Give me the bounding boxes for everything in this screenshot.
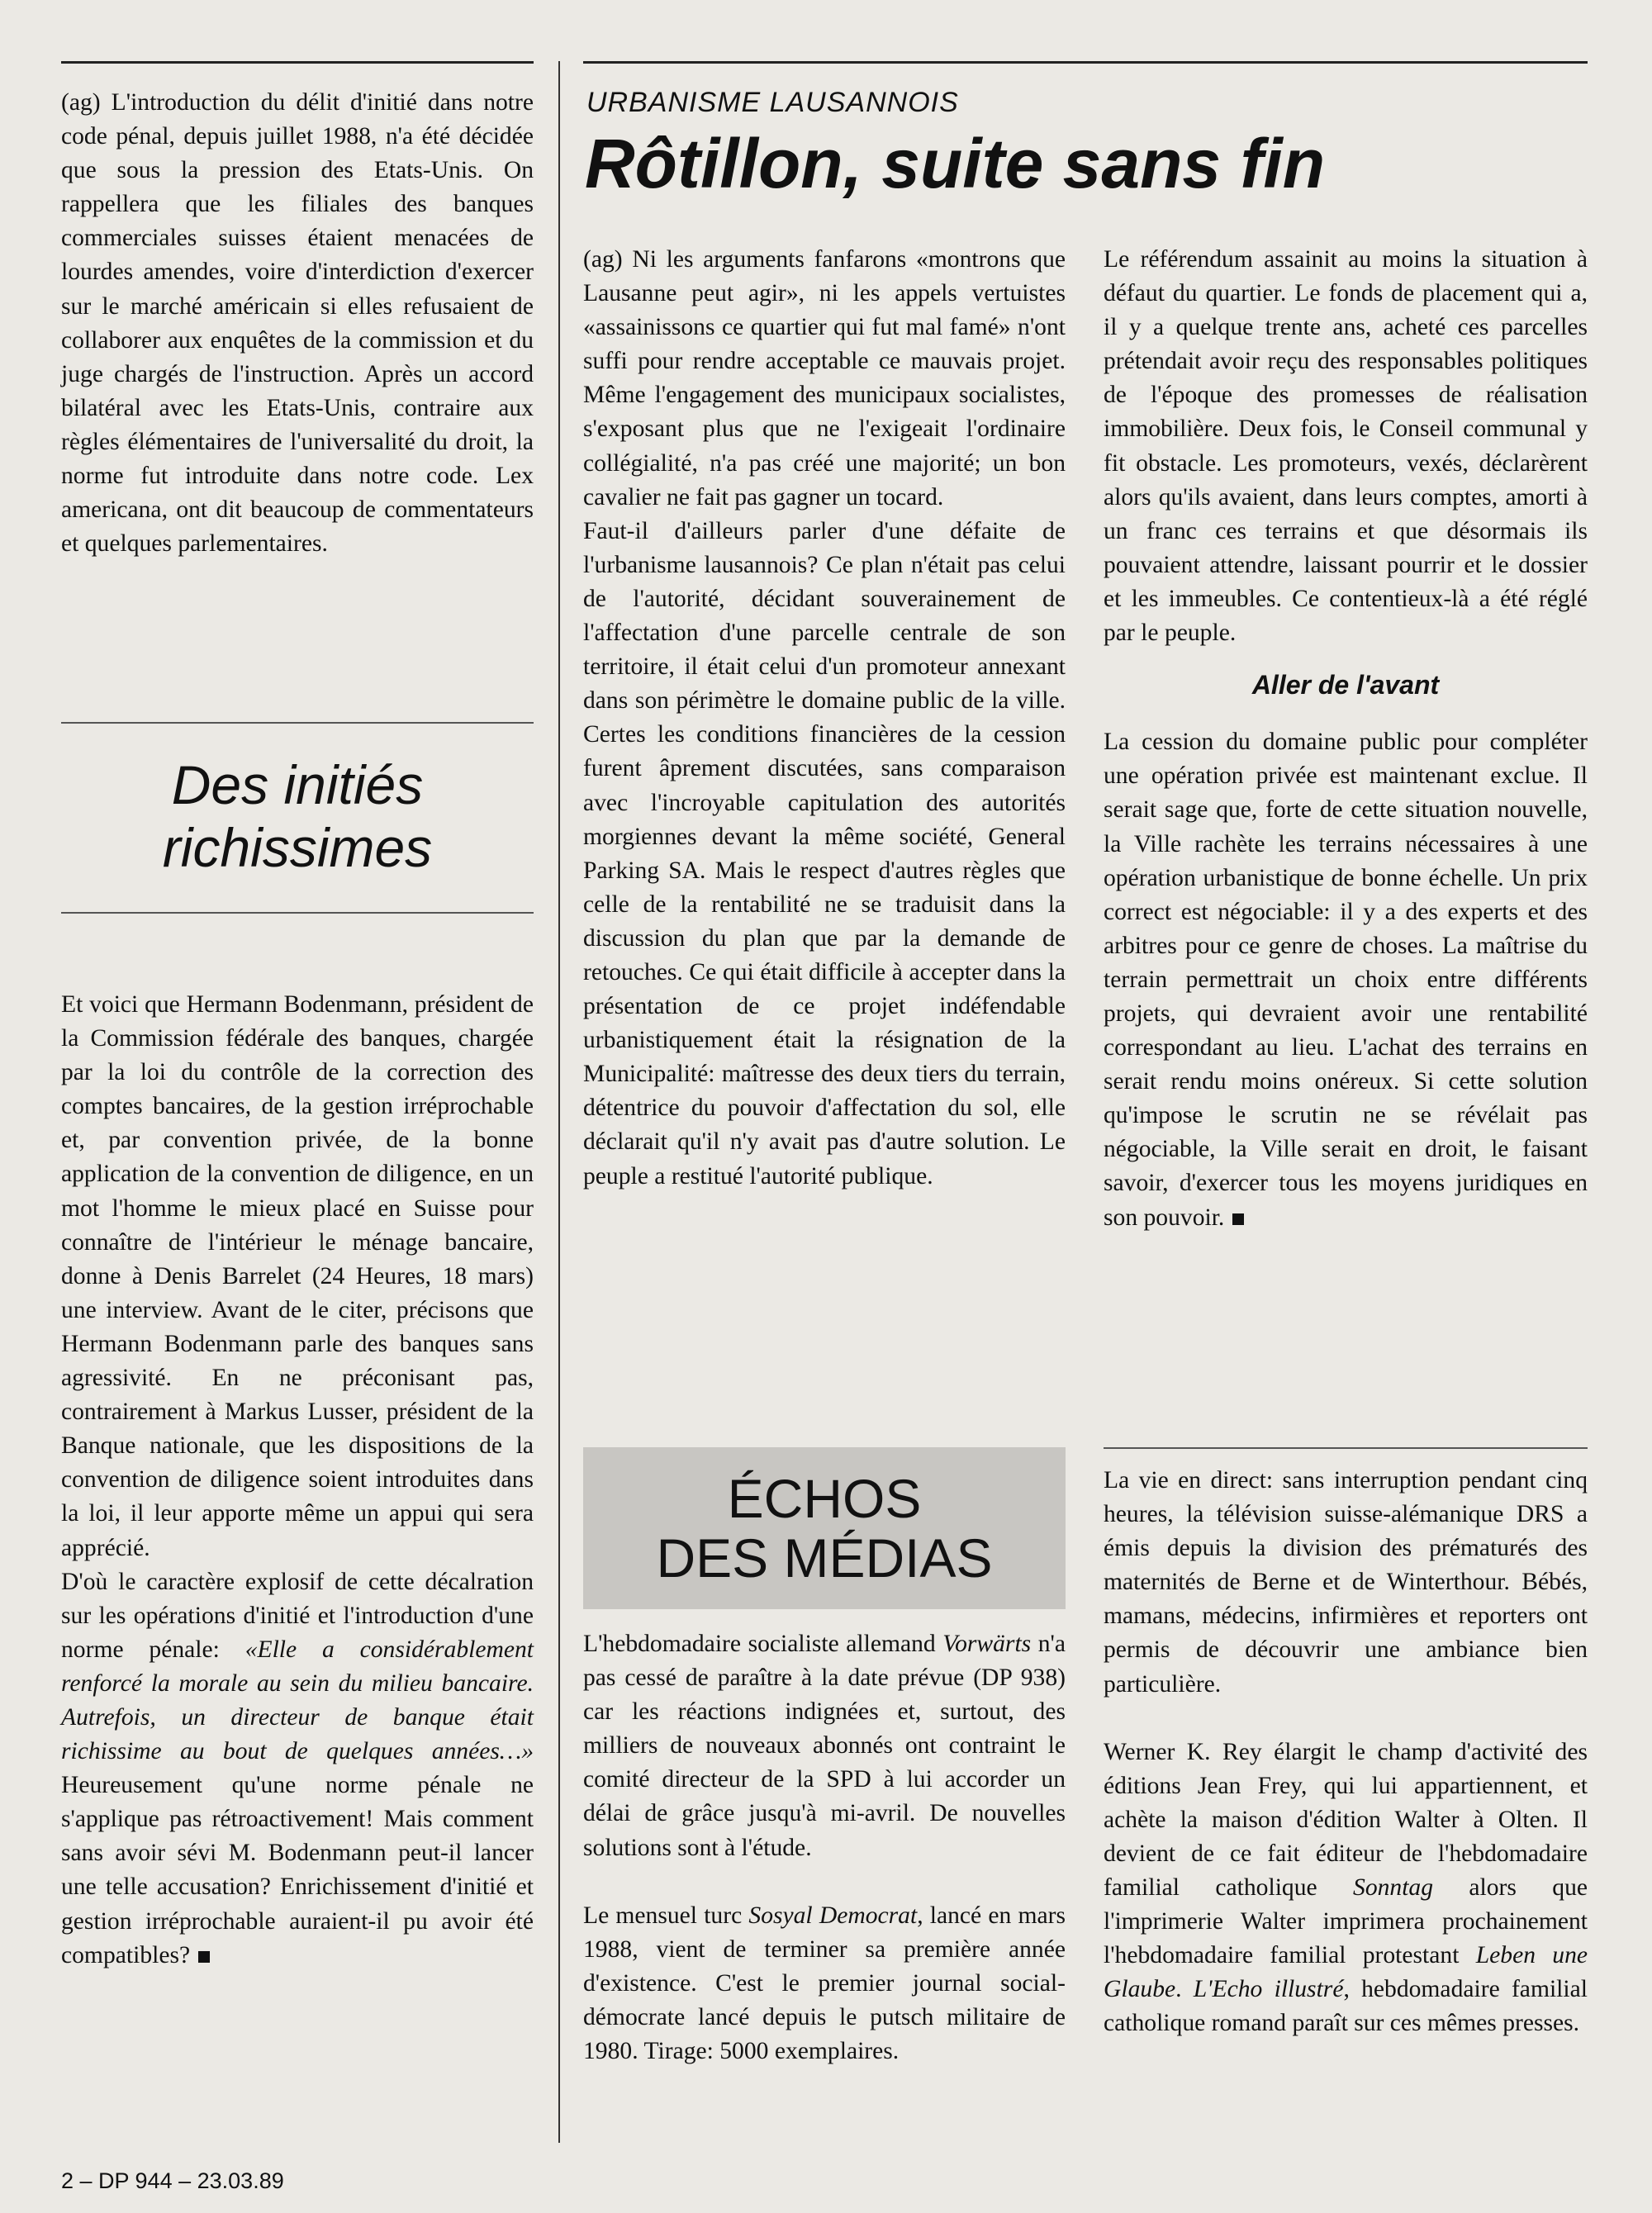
echos-p4-a: Werner K. Rey élargit le champ d'activité des éditions Jean Frey, qui lui appartiennent, et achète la maison d'édition Walter à Olten. Il devient de ce fait éditeur de l'hebdomadaire familial catholique bbox=[1104, 1738, 1588, 1902]
echos-title-box bbox=[583, 1447, 1066, 1609]
rule-echos-right bbox=[1104, 1447, 1588, 1449]
initie-body-p2-a: D'où le caractère explosif de cette décalration sur les opérations d'initié et l'introduction d'une norme pénale: bbox=[61, 1568, 534, 1663]
rotillon-p1: (ag) Ni les arguments fanfarons «montrons que Lausanne peut agir», ni les appels vertuistes «assainissons ce quartier qui fut mal famé» n'ont suffi pour rendre acceptable ce mauvais projet. Même l'engagement des municipaux socialistes, s'exposant plus que ne l'exigeait l'ordinaire collégialité, n'a pas créé une majorité; un bon cavalier ne fait pas gagner un tocard. bbox=[583, 246, 1066, 511]
initie-body bbox=[61, 988, 534, 1973]
rotillon-col2 bbox=[1104, 243, 1588, 1235]
bodenmann-quote: «Elle a considérablement renforcé la morale au sein du milieu bancaire. Autrefois, un directeur de banque était richissime au bout de quelques années…» bbox=[61, 1636, 534, 1765]
initie-title-line1: Des initiés bbox=[171, 754, 424, 815]
rule-above-title bbox=[61, 722, 534, 724]
echos-p2-a: Le mensuel turc bbox=[583, 1902, 749, 1929]
echos-p2-b: , lancé en mars 1988, vient de terminer sa première année d'existence. C'est le premier journal social-démocrate lancé depuis le putsch militaire de 1980. Tirage: 5000 exemplaires. bbox=[583, 1902, 1066, 2065]
echos-p4 bbox=[1104, 1736, 1588, 2041]
page-footer: 2 – DP 944 – 23.03.89 bbox=[61, 2168, 284, 2193]
echo-illustre-title: L'Echo illustré bbox=[1193, 1976, 1344, 2003]
leben-glaube-title: Leben une Glaube bbox=[1104, 1942, 1588, 2003]
rotillon-title: Rôtillon, suite sans fin bbox=[585, 125, 1326, 202]
echos-p3: La vie en direct: sans interruption pendant cinq heures, la télévision suisse-alémanique DRS a émis depuis la division des prématurés des maternités de Berne et de Winterthour. Bébés, mamans, médecins, infirmières et reporters ont permis de découvrir une ambiance bien particulière. bbox=[1104, 1467, 1588, 1698]
rotillon-p3: Le référendum assainit au moins la situation à défaut du quartier. Le fonds de placement qui a, il y a quelque trente ans, acheté ces parcelles prétendait avoir reçu des responsables politiques de l'époque des promesses de réalisation immobilière. Deux fois, le Conseil communal y fit obstacle. Les promoteurs, vexés, déclarèrent alors qu'ils avaient, dans leurs comptes, amorti à un franc ces terrains et que désormais ils pouvaient attendre, laissant pourrir et le dossier et les immeubles. Ce contentieux-là a été réglé par le peuple. bbox=[1104, 246, 1588, 647]
rotillon-kicker: URBANISME LAUSANNOIS bbox=[586, 87, 959, 118]
rotillon-subhead: Aller de l'avant bbox=[1251, 670, 1440, 700]
rotillon-col1 bbox=[583, 243, 1066, 1194]
initie-body-p2-b: Heureusement qu'une norme pénale ne s'applique pas rétroactivement! Mais comment sans avoir sévi M. Bodenmann peut-il lancer une telle accusation? Enrichissement d'initié et gestion irréprochable auraient-il pu avoir été compatibles? bbox=[61, 1772, 534, 1968]
echos-p1-b: n'a pas cessé de paraître à la date prévue (DP 938) car les réactions indignées et, surtout, des milliers de nouveaux abonnés ont contraint le comité directeur de la SPD à lui accorder un délai de grâce jusqu'à mi-avril. De nouvelles solutions sont à l'étude. bbox=[583, 1631, 1066, 1861]
end-mark-icon bbox=[1232, 1213, 1244, 1225]
sosyal-democrat-title: Sosyal Democrat bbox=[748, 1902, 918, 1929]
initie-body-p1: Et voici que Hermann Bodenmann, président de la Commission fédérale des banques, chargée par la loi du contrôle de la correction des comptes bancaires, de la gestion irréprochable et, par convention privée, de la bonne application de la convention de diligence, en un mot l'homme le mieux placé en Suisse pour connaître de l'intérieur le ménage bancaire, donne à Denis Barrelet (24 Heures, 18 mars) une interview. Avant de le citer, précisons que Hermann Bodenmann parle des banques sans agressivité. En ne préconisant pas, contrairement à Markus Lusser, président de la Banque nationale, que les dispositions de la convention de diligence soient introduites dans la loi, il leur apporte même un appui qui sera apprécié. bbox=[61, 991, 534, 1561]
echos-p2 bbox=[583, 1899, 1066, 2068]
sonntag-title: Sonntag bbox=[1353, 1874, 1434, 1902]
end-mark-icon bbox=[198, 1951, 210, 1963]
echos-col2 bbox=[1104, 1464, 1588, 2041]
top-rule-right bbox=[583, 61, 1588, 64]
rule-below-title bbox=[61, 912, 534, 914]
rotillon-p2: Faut-il d'ailleurs parler d'une défaite de l'urbanisme lausannois? Ce plan n'était pas celui de l'autorité, décidant souverainement de l'affectation d'une parcelle centrale de son territoire, il était celui d'un promoteur annexant dans son périmètre le domaine public de la ville. Certes les conditions financières de la cession furent âprement discutées, sans comparaison avec l'incroyable capitulation des autorités morgiennes devant la même société, General Parking SA. Mais le respect d'autres règles que celle de la rentabilité ne se traduisit dans la discussion du plan que par la demande de retouches. Ce qui était difficile à accepter dans la présentation de ce projet indéfendable urbanistiquement était la résignation de la Municipalité: maîtresse des deux tiers du terrain, détentrice du pouvoir d'affectation du sol, elle déclarait qu'il n'y avait pas d'autre solution. Le peuple a restitué l'autorité publique. bbox=[583, 517, 1066, 1190]
rotillon-p4 bbox=[1104, 725, 1588, 1234]
echos-col1 bbox=[583, 1627, 1066, 2068]
vorwarts-title: Vorwärts bbox=[942, 1631, 1032, 1657]
initie-body-p2 bbox=[61, 1565, 534, 1973]
echos-p4-d: , hebdomadaire familial catholique romand paraît sur ces mêmes presses. bbox=[1104, 1976, 1588, 2037]
echos-title-line1: ÉCHOS bbox=[727, 1468, 922, 1529]
initie-intro-text: (ag) L'introduction du délit d'initié dans notre code pénal, depuis juillet 1988, n'a été décidée que sous la pression des Etats-Unis. On rappellera que les filiales des banques commerciales suisses étaient menacées de lourdes amendes, voire d'interdiction d'exercer sur le marché américain si elles refusaient de collaborer aux enquêtes de la commission et du juge chargés de l'instruction. Après un accord bilatéral avec les Etats-Unis, contraire aux règles élémentaires de l'universalité du droit, la norme fut introduite dans notre code. Lex americana, ont dit beaucoup de commentateurs et quelques parlementaires. bbox=[61, 89, 534, 558]
column-divider bbox=[558, 61, 560, 2143]
echos-p4-b: alors que l'imprimerie Walter imprimera prochainement l'hebdomadaire familial protestant bbox=[1104, 1874, 1588, 1969]
echos-title-line2: DES MÉDIAS bbox=[656, 1527, 993, 1589]
initie-title bbox=[61, 753, 534, 879]
top-rule-left bbox=[61, 61, 534, 64]
rotillon-p4-text: La cession du domaine public pour compléter une opération privée est maintenant exclue. Il serait sage que, forte de cette situation nouvelle, la Ville rachète les terrains nécessaires à une opération urbanistique de bonne échelle. Un prix correct est négociable: il y a des experts et des arbitres pour ce genre de choses. La maîtrise du terrain permettrait un choix entre différents projets, qui devraient avoir une rentabilité correspondant au lieu. L'achat des terrains en serait rendu moins onéreux. Si cette solution qu'impose le scrutin ne se révélait pas négociable, la Ville serait en droit, le faisant savoir, d'exercer tous les moyens juridiques en son pouvoir. bbox=[1104, 729, 1588, 1231]
echos-p1 bbox=[583, 1627, 1066, 1865]
echos-p1-a: L'hebdomadaire socialiste allemand bbox=[583, 1631, 943, 1657]
echos-p4-c: . bbox=[1175, 1976, 1194, 2003]
initie-title-line2: richissimes bbox=[162, 817, 433, 878]
initie-intro bbox=[61, 86, 534, 561]
